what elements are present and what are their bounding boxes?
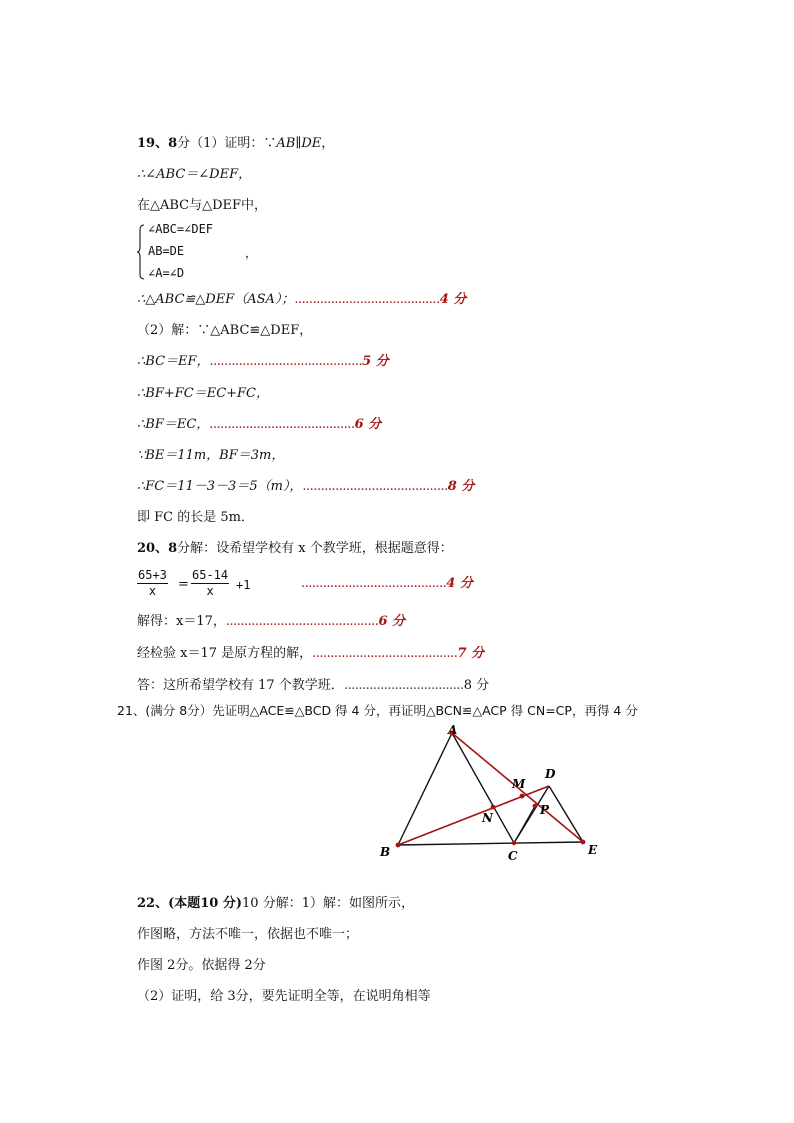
q19-line-9-text: ∴BF＝EC， <box>137 417 210 432</box>
segment-cp <box>514 806 535 843</box>
q21-text: 21、(满分 8分）先证明△ACE≌△BCD 得 4 分，再证明△BCN≌△ACP 得 CN=CP，再得 4 分 <box>117 703 638 718</box>
segment-de <box>549 786 583 842</box>
geometry-figure <box>370 718 620 868</box>
segment-bce <box>398 842 583 845</box>
label-a: A <box>448 723 458 737</box>
point-n <box>491 805 496 810</box>
q19-line-11 <box>137 478 474 496</box>
q19-line-6: （2）解：∵△ABC≌△DEF， <box>137 323 313 338</box>
q20-solve-dots: .......................................... <box>225 614 379 629</box>
q19-line-7-text: ∴BC＝EF， <box>137 354 210 369</box>
q20-solve <box>137 613 405 631</box>
q22-title-text: 10 分解：1）解：如图所示， <box>242 896 414 911</box>
q19-line-11-dots: ........................................ <box>302 479 448 494</box>
q19-line-5-text: ∴△ABC≌△DEF（ASA）； <box>137 292 295 307</box>
q20-eq-score-line <box>301 575 473 593</box>
score-6: 6 分 <box>354 417 382 432</box>
score-5: 5 分 <box>362 354 389 369</box>
point-p <box>533 804 538 809</box>
q22-line-3: 作图 2分。依据得 2分 <box>137 958 266 973</box>
system-comma: ， <box>245 246 258 260</box>
q19-line-5-dots: ........................................ <box>294 292 440 307</box>
label-n: N <box>482 811 493 825</box>
q20-solve-text: 解得：x＝17， <box>137 614 226 629</box>
score-4: 4 分 <box>439 292 467 307</box>
q19-line-9-dots: ........................................ <box>209 417 355 432</box>
left-brace-icon <box>137 224 145 280</box>
q19-title-text: 分（1）证明：∵ <box>177 136 277 151</box>
score-6b: 6 分 <box>378 614 406 629</box>
label-d: D <box>545 767 556 781</box>
q22-line-2: 作图略，方法不唯一，依据也不唯一； <box>137 927 359 942</box>
q19-line-7-dots: .......................................... <box>209 354 363 369</box>
q20-answer <box>137 677 489 695</box>
q20-eq-dots: ........................................ <box>301 576 447 591</box>
fraction-1 <box>137 568 168 599</box>
segment-bd <box>398 786 549 845</box>
q19-title <box>137 135 334 153</box>
q22-line-4: （2）证明，给 3分，要先证明全等，在说明角相等 <box>137 989 431 1004</box>
q19-line-10: ∵BE＝11m，BF＝3m， <box>137 448 285 463</box>
q19-line-5 <box>137 291 466 309</box>
segment-ac <box>452 733 514 843</box>
score-8b: 8 分 <box>463 678 490 693</box>
label-c: C <box>508 849 518 863</box>
q19-premise-end: ， <box>321 136 335 151</box>
system-row-1: ∠ABC=∠DEF <box>148 222 214 236</box>
point-c <box>512 841 516 845</box>
score-4b: 4 分 <box>446 576 473 591</box>
fraction-2-denominator: x <box>206 584 214 598</box>
q19-line-9 <box>137 416 381 434</box>
segment-ab <box>398 733 452 845</box>
q19-line-3: 在△ABC与△DEF中， <box>137 198 268 213</box>
label-b: B <box>380 845 391 859</box>
point-m <box>520 794 525 799</box>
q20-title-text: 分解：设希望学校有 x 个教学班，根据题意得： <box>177 541 453 556</box>
q19-equation-system <box>137 222 297 284</box>
q20-check-text: 经检验 x＝17 是原方程的解， <box>137 646 313 661</box>
q22-number: 22、(本题10 分) <box>137 896 243 911</box>
q19-line-11-text: ∴FC＝11－3－3＝5（m）， <box>137 479 303 494</box>
fraction-1-numerator: 65+3 <box>138 568 167 582</box>
q19-premise: AB∥DE <box>276 136 322 151</box>
q20-check <box>137 645 484 663</box>
q19-line-8: ∴BF+FC＝EC+FC， <box>137 386 269 401</box>
plus-one: +1 <box>236 578 251 592</box>
system-row-2: AB=DE <box>148 244 185 258</box>
fraction-2 <box>191 568 229 599</box>
q20-check-dots: ........................................ <box>312 646 458 661</box>
q20-answer-dots: ................................. <box>343 678 464 693</box>
fraction-2-numerator: 65-14 <box>192 568 229 582</box>
score-8: 8 分 <box>447 479 475 494</box>
q20-answer-text: 答：这所希望学校有 17 个教学班． <box>137 678 344 693</box>
point-e <box>581 840 586 845</box>
q20-number: 20、8 <box>137 541 178 556</box>
label-m: M <box>512 777 526 791</box>
label-e: E <box>588 843 598 857</box>
q22-title <box>137 895 414 913</box>
equals-sign: = <box>178 577 189 592</box>
q19-line-7 <box>137 353 389 371</box>
fraction-1-denominator: x <box>148 584 157 598</box>
q19-line-2: ∴∠ABC＝∠DEF， <box>137 167 252 182</box>
q19-number: 19、8 <box>137 136 178 151</box>
q19-line-12: 即 FC 的长是 5m． <box>137 510 254 525</box>
label-p: P <box>540 803 550 817</box>
system-row-3: ∠A=∠D <box>148 266 185 280</box>
q20-title <box>137 540 453 558</box>
score-7: 7 分 <box>457 646 485 661</box>
point-b <box>396 843 401 848</box>
